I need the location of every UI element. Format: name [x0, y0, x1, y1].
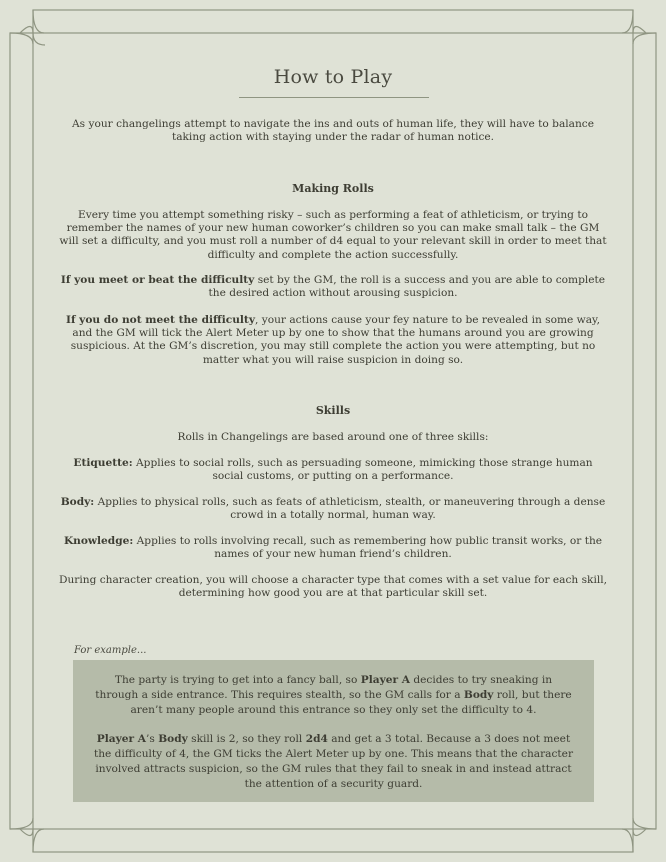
body-bold: Body — [463, 689, 494, 701]
making-rolls-paragraph: Every time you attempt something risky – such as performing a feat of athleticism, or trying to remember the names of your new human coworker’s children so you can make small talk – the GM will set a difficulty, and you must roll a number of d4 equal to your relevant skill in order to meet that difficulty and complete the action successfully. — [59, 209, 607, 261]
body-bold: Body — [158, 733, 188, 745]
page-title: How to Play — [273, 66, 393, 88]
success-paragraph — [58, 274, 608, 300]
failure-text: , your actions cause your fey nature to be revealed in some way, and the GM will tick the Alert Meter up by one to show that the humans around you are growing suspicious. At the GM’s discretion, you may still complete the action you were attempting, but no matter what you will raise suspicion in doing so. — [70, 314, 600, 366]
skill-body — [58, 496, 608, 522]
player-a-bold: Player A — [96, 733, 147, 745]
etiquette-label: Etiquette: — [73, 457, 133, 469]
knowledge-text: Applies to rolls involving recall, such as remembering how public transit works, or the names of your new human friend’s children. — [133, 535, 603, 561]
example-label: For example... — [74, 645, 147, 656]
example-text: skill is 2, so they roll — [187, 733, 306, 745]
example-text: The party is trying to get into a fancy ball, so — [114, 674, 361, 686]
success-bold: If you meet or beat the difficulty — [60, 274, 255, 286]
failure-bold: If you do not meet the difficulty — [65, 314, 255, 326]
body-label: Body: — [60, 496, 95, 508]
failure-paragraph — [58, 314, 608, 367]
example-text: ’s — [146, 733, 159, 745]
example-text: roll, but there aren’t many people around this entrance so they only set the difficulty to 4. — [130, 689, 572, 716]
title-underline — [239, 97, 429, 98]
example-text: decides to try sneaking in through a side entrance. This requires stealth, so the GM calls for a — [95, 674, 553, 701]
example-text: and get a 3 total. Because a 3 does not meet the difficulty of 4, the GM ticks the Alert Meter up by one. This means that the character involved attracts suspicion, so the GM rules that they fail to sneak in and instead attract the attention of a security guard. — [93, 733, 574, 790]
skill-knowledge — [58, 535, 608, 561]
example-paragraph-1 — [93, 673, 574, 718]
success-text: set by the GM, the roll is a success and you are able to complete the desired action without arousing suspicion. — [208, 274, 606, 300]
skills-intro: Rolls in Changelings are based around one of three skills: — [177, 431, 489, 443]
player-a-bold: Player A — [360, 674, 410, 686]
example-box — [73, 660, 594, 802]
example-paragraph-2 — [93, 732, 574, 792]
knowledge-label: Knowledge: — [63, 535, 134, 547]
intro-paragraph: As your changelings attempt to navigate the ins and outs of human life, they will have to balance taking action with staying under the radar of human notice. — [72, 118, 594, 144]
making-rolls-heading: Making Rolls — [292, 182, 374, 195]
skill-etiquette — [58, 457, 608, 483]
character-creation-paragraph: During character creation, you will choose a character type that comes with a set value for each skill, determining how good you are at that particular skill set. — [58, 574, 607, 600]
body-text: Applies to physical rolls, such as feats of athleticism, stealth, or maneuvering through a dense crowd in a totally normal, human way. — [94, 496, 606, 522]
skills-heading: Skills — [315, 404, 351, 417]
dice-bold: 2d4 — [305, 733, 328, 745]
etiquette-text: Applies to social rolls, such as persuading someone, mimicking those strange human social customs, or putting on a performance. — [132, 457, 593, 483]
